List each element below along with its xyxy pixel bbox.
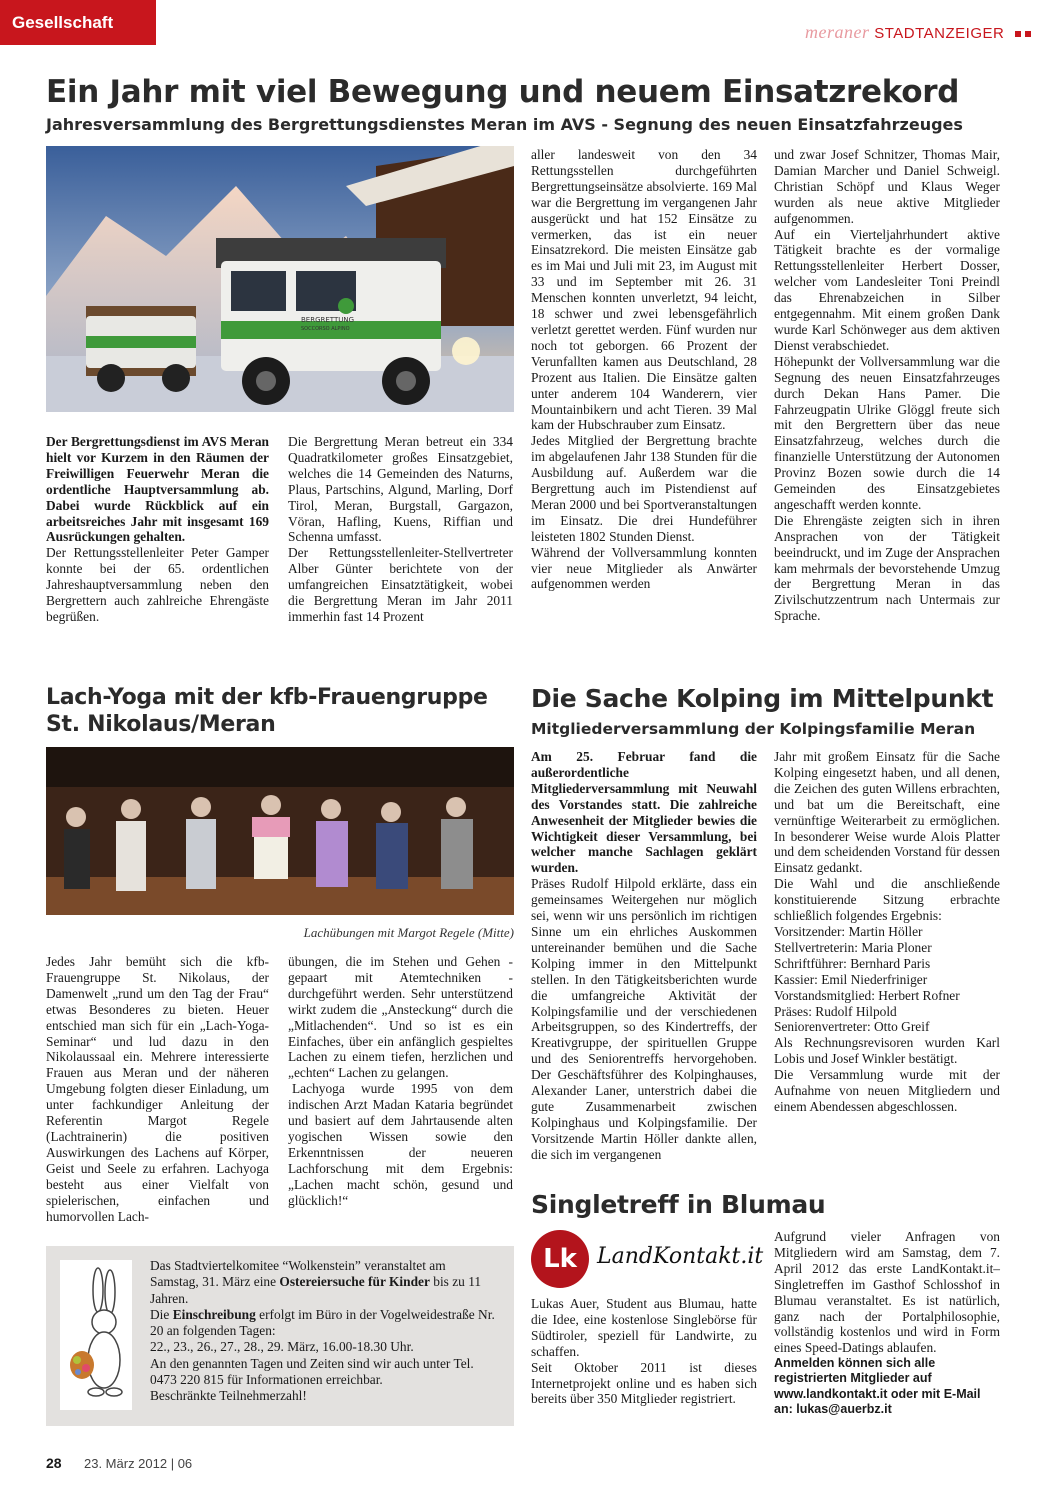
article1-column-3: [531, 147, 757, 592]
notice-box: [46, 1246, 514, 1426]
notice-line: 22., 23., 26., 27., 28., 29. März, 16.00-18.30 Uhr.: [150, 1339, 414, 1355]
section-label: Gesellschaft: [0, 0, 156, 45]
vehicles-illustration: [46, 146, 514, 412]
article2-headline-line1: Lach-Yoga mit der kfb-Frauengruppe: [46, 685, 488, 710]
article2-column-1: [46, 954, 269, 1224]
article2-column-2: [288, 954, 513, 1209]
article3-column-1: [531, 749, 757, 1163]
article4-column-2: [774, 1229, 1000, 1417]
brand-prefix: meraner: [805, 22, 870, 42]
article3-subheadline: Mitgliederversammlung der Kolpingsfamilie Meran: [531, 720, 976, 738]
article-subheadline: Jahresversammlung des Bergrettungsdienstes Meran im AVS - Segnung des neuen Einsatzfahrzeuges: [46, 115, 963, 134]
article3-paragraph: Als Rechnungsrevisoren wurden Karl Lobis und Josef Winkler bestätigt.: [774, 1035, 1000, 1067]
notice-line: Die Einschreibung erfolgt im Büro in der Vogelweidestraße Nr. 20 an folgenden Tagen:: [150, 1306, 495, 1339]
article1-paragraph: aller landesweit von den 34 Rettungsstellen durchgeführten Bergrettungseinsätze absolvierte. 169 Mal war die Bergrettung im vergangenen Jahr ausgerückt und hat 152 Einsätze zu vermerken, das ist ein neuer Einsatzrekord. Die meisten Einsätze gab es im Mai und Juli mit 23, im August mit 33 und im September mit 26. 31 Menschen konnten unverletzt, 94 leicht, 18 schwer und zwei lebensgefährlich verletzt gerettet werden. Fünf wurden nur noch tot geborgen. 66 Prozent der Verunfallten kamen aus Deutschland, 28 Prozent aus Italien. Die Einsätze galten unter anderem 104 Wanderern, vier Mountainbikern und acht Tieren. 39 Mal kam der Hubschrauber zum Einsatz.: [531, 147, 757, 433]
article3-lead: Am 25. Februar fand die außerordentliche Mitgliederversammlung mit Neuwahl des Vorstandes statt. Die zahlreiche Anwesenheit der Mitglieder bewies die Wichtigkeit dieser Versammlung, bei welcher manche Sachlagen geklärt wurden.: [531, 749, 757, 876]
article1-column-4: [774, 147, 1000, 624]
photo-caption: Lachübungen mit Margot Regele (Mitte): [303, 925, 514, 940]
officer-line: Kassier: Emil Niederfriniger: [774, 971, 928, 987]
group-illustration: [46, 747, 514, 915]
article4-paragraph: Aufgrund vieler Anfragen von Mitgliedern wird am Samstag, dem 7. April 2012 das erste LandKontakt.it–Singletreffen im Gasthof Schlosshof in Blumau veranstaltet. Es ist natürlich, ganz nach der Portalphilosophie, vollständig kostenlos und wird in Form eines Speed-Datings ablaufen.: [774, 1229, 1000, 1356]
article4-headline: Singletreff in Blumau: [531, 1190, 826, 1219]
article1-paragraph: Die Ehrengäste zeigten sich in ihren Ansprachen von der Tätigkeit beeindruckt, und im Zuge der Ansprachen kam mehrmals der bevorstehende Umzug der Bergrettung Meran in das Zivilschutzzentrum nach Untermais zur Sprache.: [774, 512, 1000, 624]
article3-paragraph: Die Wahl und die anschließende konstituierende Sitzung erbrachte schließlich folgendes Ergebnis:: [774, 876, 1000, 924]
article2-paragraph: Jedes Jahr bemüht sich die kfb-Frauengruppe St. Nikolaus, der Damenwelt „rund um den Tag der Frau“ etwas Besonderes zu bieten. Heuer entschied man sich für ein „Lach-Yoga-Seminar“ und lud dazu in den Nikolaussaal ein. Mehrere interessierte Frauen aus Meran und der näheren Umgebung folgten dieser Einladung, um unter fachkundiger Anleitung der Referentin Margot Regele (Lachtrainerin) die positiven Auswirkungen des Lachens auf Körper, Geist und Seele zu erfahren. Lachyoga besteht aus einer Vielfalt von spielerischen, einfachen und humorvollen Lach-: [46, 954, 269, 1224]
article1-paragraph: Während der Vollversammlung konnten vier neue Mitglieder als Anwärter aufgenommen werden: [531, 544, 757, 592]
article3-paragraph: Jahr mit großem Einsatz für die Sache Kolping eingesetzt haben, und all denen, die Zeichen des guten Willens erbrachten, und bat um die Bereitschaft, eine vernünftige Weiterarbeit zu ermöglichen. In besonderer Weise wurde Alois Platter und dem scheidenden Vorstand für dessen Einsatz gedankt.: [774, 749, 1000, 876]
article1-paragraph: Die Bergrettung Meran betreut ein 334 Quadratkilometer großes Einsatzgebiet, welches die 14 Gemeinden des Naturns, Plaus, Partschins, Algund, Marling, Dorf Tirol, Meran, Burgstall, Gargazon, Vöran, Hafling, Kuens, Riffian und Schenna umfasst.: [288, 434, 513, 545]
article2-headline: [46, 684, 516, 738]
page-number: 28: [46, 1455, 62, 1471]
brand-name: STADTANZEIGER: [874, 25, 1005, 42]
landkontakt-logo-icon: Lk: [531, 1230, 589, 1288]
article1-lead: Der Bergrettungsdienst im AVS Meran hielt vor Kurzem in den Räumen der Freiwilligen Feuerwehr Meran die ordentliche Hauptversammlung ab. Dabei wurde Rückblick auf ein arbeitsreiches Jahr mit insgesamt 169 Ausrückungen gehalten.: [46, 434, 269, 545]
article4-column-1: [531, 1296, 757, 1407]
article3-headline: Die Sache Kolping im Mittelpunkt: [531, 684, 994, 713]
easter-bunny-icon: [60, 1260, 132, 1410]
laughing-yoga-photo: [46, 747, 514, 915]
article4-paragraph: Lukas Auer, Student aus Blumau, hatte die Idee, eine kostenlose Singlebörse für Südtiroler, speziell für Landwirte, zu schaffen.: [531, 1296, 757, 1359]
article1-paragraph: Der Rettungsstellenleiter Peter Gamper konnte bei der 65. ordentlichen Jahreshauptversammlung neben den Bergrettern auch zahlreiche Ehrengäste begrüßen.: [46, 545, 269, 624]
vehicle-lettering-sub: SOCCORSO ALPINO: [301, 326, 350, 332]
article1-column-2: [288, 434, 513, 625]
rescue-vehicles-photo: [46, 146, 514, 412]
article1-paragraph: Der Rettungsstellenleiter-Stellvertreter Alber Günter berichtete von der umfangreichen Einsatztätigkeit, wobei die Bergrettung Meran im Jahr 2011 immerhin fast 14 Prozent: [288, 545, 513, 624]
article1-paragraph: Jedes Mitglied der Bergrettung brachte im abgelaufenen Jahr 138 Stunden für die Ausbildung auf. Außerdem war die Bergrettung auch im Pistendienst auf Meran 2000 und bei Sportveranstaltungen im Einsatz. Die drei Hundeführer leisteten 1802 Stunden Dienst.: [531, 433, 757, 544]
article3-paragraph: Die Versammlung wurde mit der Aufnahme von neuen Mitgliedern und einem Abendessen abgeschlossen.: [774, 1067, 1000, 1114]
landkontakt-logo-text: LandKontakt.it: [597, 1244, 764, 1269]
article1-paragraph: Auf ein Vierteljahrhundert aktive Tätigkeit brachte es der vormalige Rettungsstellenleiter Herbert Dosser, welcher vom Landesleiter Toni Preindl das Ehrenabzeichen in Silber entgegennahm. Mit einem großen Dank wurde Karl Schönweger aus dem aktiven Dienst verabschiedet.: [774, 226, 1000, 353]
article3-column-2: [774, 749, 1000, 1115]
notice-text: [150, 1258, 496, 1405]
brand-square-icon: [1015, 31, 1021, 37]
article3-paragraph: Präses Rudolf Hilpold erklärte, dass ein gemeinsames Weitergehen nur möglich sei, wenn wir uns persönlich im richtigen Sinne um ein ehrliches Auskommen untereinander bemühen und die Sache Kolping immer in den Mittelpunkt stellen. In den Tätigkeitsberichten wurde die umfangreiche Aktivität der Kolpingsfamilie und der verschiedenen Arbeitsgruppen, so des Kindertreffs, der Kreativgruppe, der spirituellen Gruppe und des Seniorentreffs hervorgehoben. Der Geschäftsführer des Kolpinghauses, Alexander Laner, unterstrich dabei die gute Zusammenarbeit zwischen Kolpinghaus und Kolpingsfamilie. Der Vorsitzende Martin Höller dankte allen, die sich im vergangenen: [531, 876, 757, 1162]
publication-logo: [805, 22, 1031, 43]
notice-line: Das Stadtviertelkomitee “Wolkenstein” veranstaltet am Samstag, 31. März eine Ostereiersuche für Kinder bis zu 11 Jahren.: [150, 1258, 482, 1306]
article1-column-1: [46, 434, 269, 625]
landkontakt-logo: [531, 1228, 764, 1290]
officer-line: Vorsitzender: Martin Höller: [774, 923, 923, 939]
article2-paragraph: übungen, die im Stehen und Gehen - gepaart mit Atemtechniken - durchgeführt werden. Sehr unterstützend wirkt zudem die „Ansteckung“ durch die „Mitlachenden“. Und so ist es ein Einfaches, über ein anfänglich gespieltes Lachen zu einem tiefen, herzlichen und „echten“ Lachen zu gelangen.: [288, 954, 513, 1081]
notice-line: An den genannten Tagen und Zeiten sind wir auch unter Tel. 0473 220 815 für Informationen erreichbar.: [150, 1355, 474, 1388]
article1-paragraph: Höhepunkt der Vollversammlung war die Segnung des neuen Einsatzfahrzeuges durch Dekan Hans Pamer. Die Fahrzeugpatin Ulrike Glöggl freute sich mit den Bergrettern über das neue Einsatzfahrzeug, welches durch die finanzielle Unterstützung der Autonomen Provinz Bozen sowie durch die 14 Gemeinden des Einsatzgebietes angeschafft werden konnte.: [774, 353, 1000, 512]
article4-paragraph: Seit Oktober 2011 ist dieses Internetprojekt online und es haben sich bereits über 350 Mitglieder registriert.: [531, 1359, 757, 1407]
article2-paragraph: Lachyoga wurde 1995 von dem indischen Arzt Madan Kataria begründet und basiert auf dem Jahrtausende alten yogischen Wissen sowie den Erkenntnissen der neueren Lachforschung mit dem Ergebnis: „Lachen macht schön, gesund und glücklich!“: [288, 1081, 513, 1208]
article2-headline-line2: St. Nikolaus/Meran: [46, 712, 276, 737]
officer-line: Präses: Rudolf Hilpold: [774, 1003, 897, 1019]
vehicle-lettering: BERGRETTUNG: [301, 316, 355, 324]
brand-square-icon: [1025, 31, 1031, 37]
officer-line: Schriftführer: Bernhard Paris: [774, 955, 931, 971]
notice-line: Beschränkte Teilnehmerzahl!: [150, 1388, 307, 1404]
issue-date: 23. März 2012 | 06: [84, 1456, 193, 1471]
officer-line: Vorstandsmitglied: Herbert Rofner: [774, 987, 960, 1003]
officer-line: Stellvertreterin: Maria Ploner: [774, 939, 932, 955]
officer-line: Seniorenvertreter: Otto Greif: [774, 1019, 930, 1035]
article1-paragraph: und zwar Josef Schnitzer, Thomas Mair, Damian Marcher und Daniel Schweigl. Christian Schöpf und Klaus Weger wurden als neue aktive Mitglieder aufgenommen.: [774, 147, 1000, 226]
article4-signup-note: Anmelden können sich alle registrierten Mitglieder auf www.landkontakt.it oder mit E-Mail an: lukas@auerbz.it: [774, 1356, 981, 1416]
article-headline: Ein Jahr mit viel Bewegung und neuem Einsatzrekord: [46, 74, 960, 110]
